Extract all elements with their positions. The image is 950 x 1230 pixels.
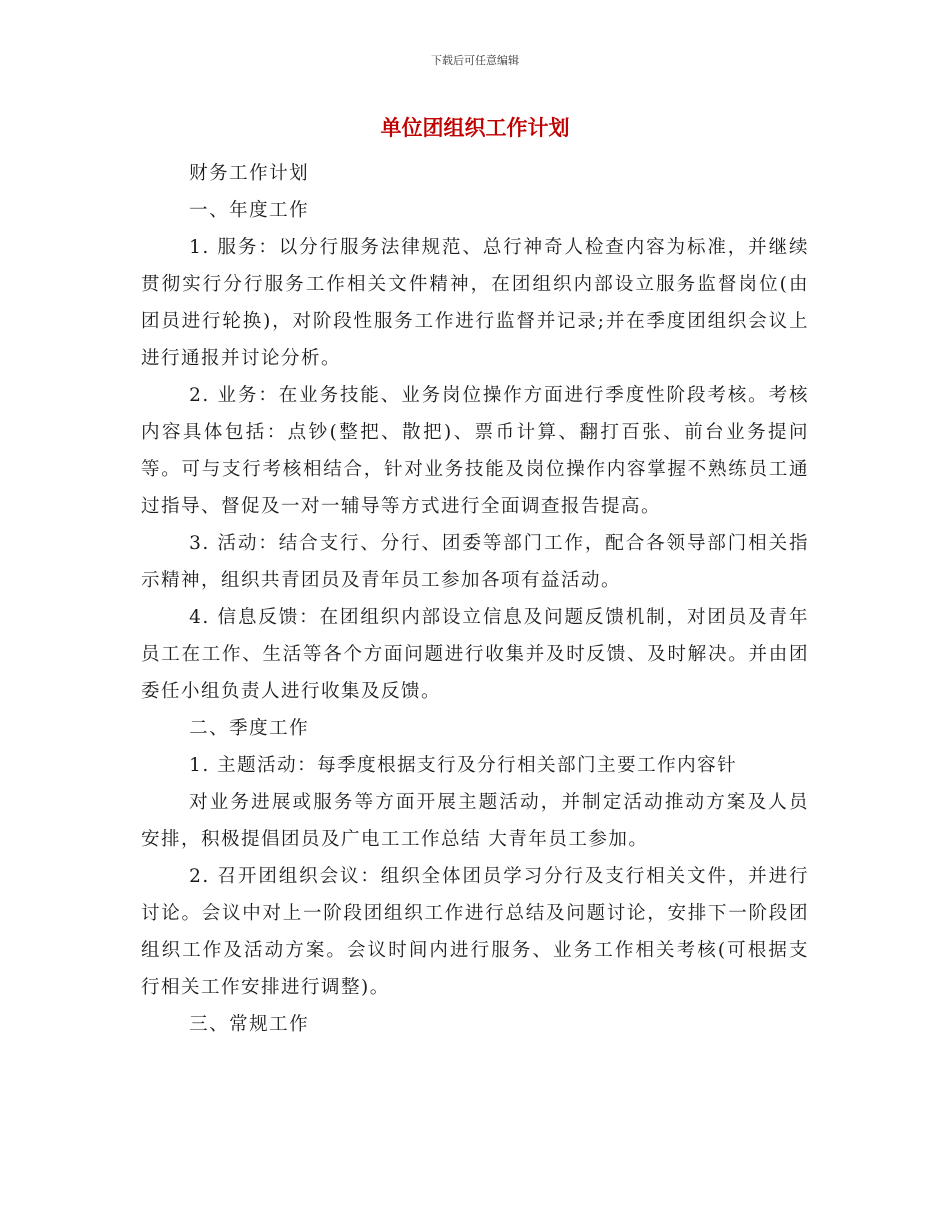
paragraph-meeting: 2. 召开团组织会议：组织全体团员学习分行及支行相关文件，并进行讨论。会议中对上一阶段团组织工作进行总结及问题讨论，安排下一阶段团组织工作及活动方案。会议时间内进行服务、业务工作相关考核(可根据支行相关工作安排进行调整)。 bbox=[141, 866, 809, 998]
header-note: 下载后可任意编辑 bbox=[431, 54, 519, 67]
heading-annual-work: 一、年度工作 bbox=[189, 200, 310, 221]
document-title: 单位团组织工作计划 bbox=[380, 116, 570, 140]
paragraph-feedback: 4. 信息反馈：在团组织内部设立信息及问题反馈机制，对团员及青年员工在工作、生活等各个方面问题进行收集并及时反馈、及时解决。并由团委任小组负责人进行收集及反馈。 bbox=[141, 607, 809, 702]
heading-quarterly-work: 二、季度工作 bbox=[189, 718, 310, 739]
document-body bbox=[141, 155, 809, 1043]
paragraph-business: 2. 业务：在业务技能、业务岗位操作方面进行季度性阶段考核。考核内容具体包括：点钞(整把、散把)、票币计算、翻打百张、前台业务提问等。可与支行考核相结合，针对业务技能及岗位操作内容掌握不熟练员工通过指导、督促及一对一辅导等方式进行全面调查报告提高。 bbox=[141, 385, 809, 517]
paragraph-theme-activity-cont: 对业务进展或服务等方面开展主题活动，并制定活动推动方案及人员安排，积极提倡团员及广电工工作总结 大青年员工参加。 bbox=[141, 792, 809, 850]
heading-routine-work: 三、常规工作 bbox=[189, 1014, 310, 1035]
paragraph-theme-activity: 1. 主题活动：每季度根据支行及分行相关部门主要工作内容针 bbox=[189, 755, 738, 776]
paragraph-service: 1. 服务：以分行服务法律规范、总行神奇人检查内容为标准，并继续贯彻实行分行服务工作相关文件精神，在团组织内部设立服务监督岗位(由团员进行轮换)，对阶段性服务工作进行监督并记录;并在季度团组织会议上进行通报并讨论分析。 bbox=[141, 237, 809, 369]
paragraph-section-title: 财务工作计划 bbox=[189, 163, 310, 184]
paragraph-activities: 3. 活动：结合支行、分行、团委等部门工作，配合各领导部门相关指示精神，组织共青团员及青年员工参加各项有益活动。 bbox=[141, 533, 809, 591]
